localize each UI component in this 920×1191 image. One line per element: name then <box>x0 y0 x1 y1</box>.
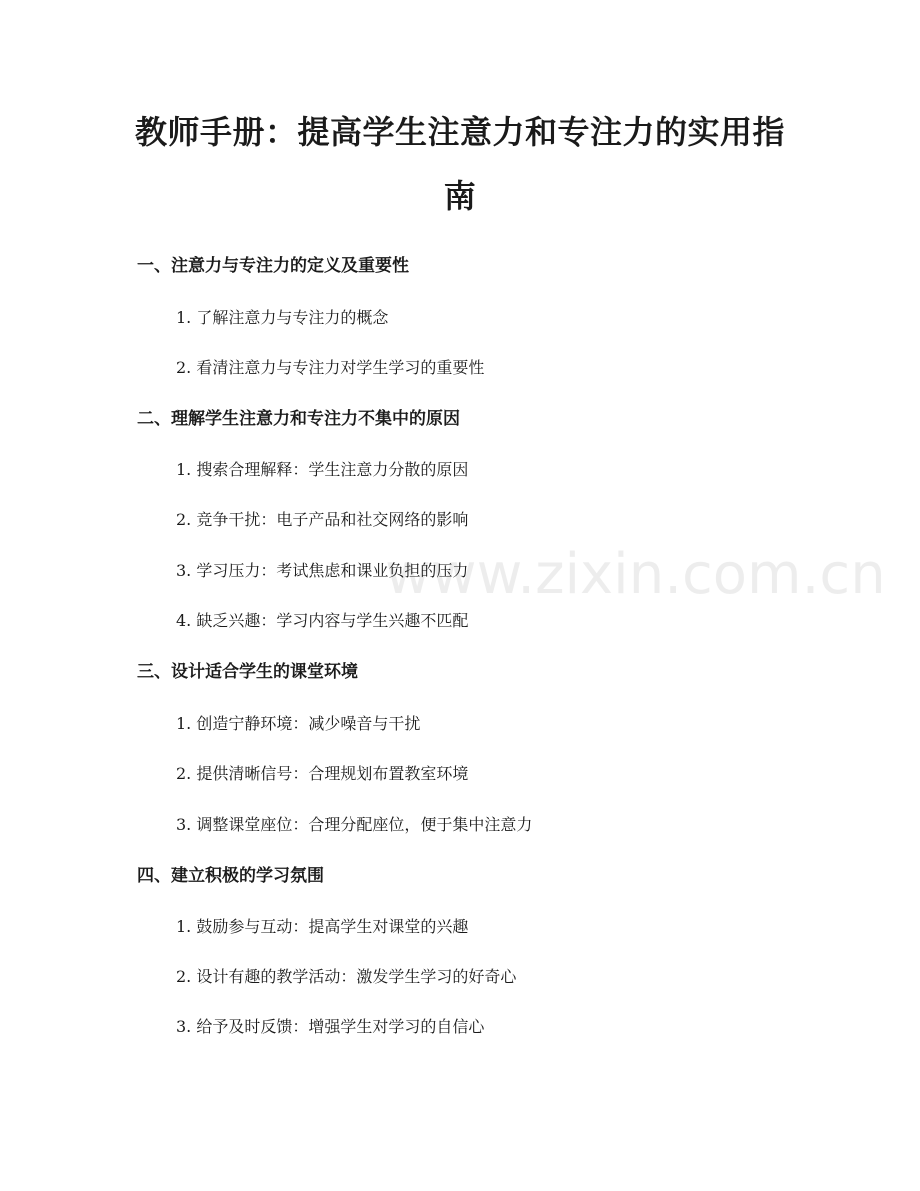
list-item: 1. 搜索合理解释：学生注意力分散的原因 <box>176 460 469 479</box>
section-heading-2: 二、理解学生注意力和专注力不集中的原因 <box>137 409 460 429</box>
list-item: 1. 创造宁静环境：减少噪音与干扰 <box>176 714 421 733</box>
section-heading-1: 一、注意力与专注力的定义及重要性 <box>137 256 409 276</box>
document-title: 教师手册：提高学生注意力和专注力的实用指南 <box>134 113 785 215</box>
list-item: 3. 调整课堂座位：合理分配座位，便于集中注意力 <box>176 815 533 834</box>
list-item: 1. 了解注意力与专注力的概念 <box>176 308 389 327</box>
list-item: 2. 提供清晰信号：合理规划布置教室环境 <box>176 764 469 783</box>
section-heading-4: 四、建立积极的学习氛围 <box>137 866 324 886</box>
section-heading-3: 三、设计适合学生的课堂环境 <box>137 662 358 682</box>
list-item: 4. 缺乏兴趣：学习内容与学生兴趣不匹配 <box>176 611 469 630</box>
list-item: 2. 竞争干扰：电子产品和社交网络的影响 <box>176 510 469 529</box>
list-item: 3. 给予及时反馈：增强学生对学习的自信心 <box>176 1017 485 1036</box>
watermark: www.zixin.com.cn <box>385 542 886 607</box>
list-item: 2. 设计有趣的教学活动：激发学生学习的好奇心 <box>176 967 517 986</box>
list-item: 3. 学习压力：考试焦虑和课业负担的压力 <box>176 561 469 580</box>
list-item: 1. 鼓励参与互动：提高学生对课堂的兴趣 <box>176 917 469 936</box>
list-item: 2. 看清注意力与专注力对学生学习的重要性 <box>176 358 485 377</box>
